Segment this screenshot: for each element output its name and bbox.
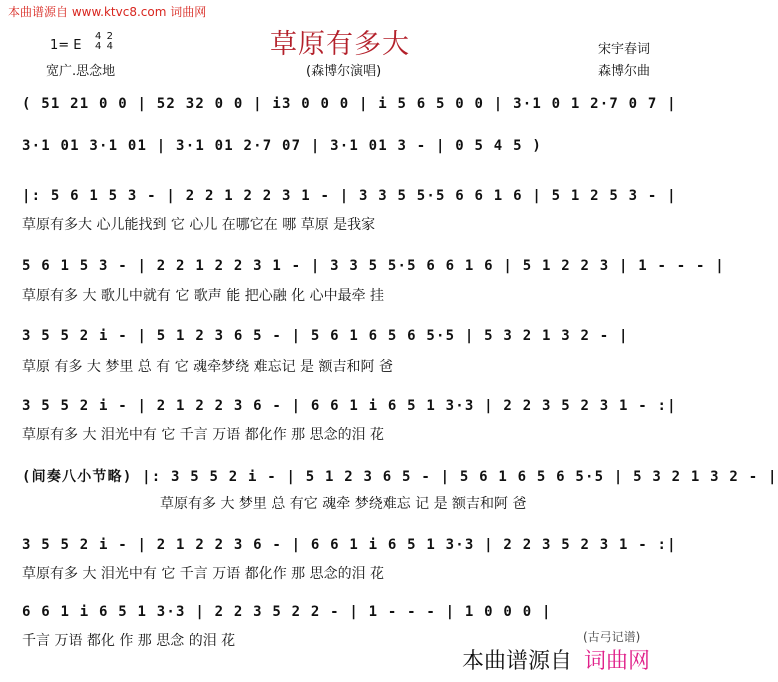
lyric-line-verse-3: 草原 有多 大 梦里 总 有 它 魂牵梦绕 难忘记 是 额吉和阿 爸 (22, 359, 393, 375)
lyric-line-verse-2: 草原有多 大 歌儿中就有 它 歌声 能 把心融 化 心中最牵 挂 (22, 288, 385, 304)
lyric-line-verse-4: 草原有多 大 泪光中有 它 千言 万语 都化作 那 思念的泪 花 (22, 427, 385, 443)
singer-credit: (森博尔演唱) (306, 64, 382, 79)
meter-b-numerator: 2 (106, 31, 113, 42)
score-line-verse-4: 3 5 5 2 i - | 2 1 2 2 3 6 - | 6 6 1 i 6 5 1 3·3 | 2 2 3 5 2 3 1 - :| (22, 398, 677, 414)
song-title: 草原有多大 (270, 29, 410, 60)
score-line-intro-2: 3·1 01 3·1 01 | 3·1 01 2·7 07 | 3·1 01 3 - | 0 5 4 5 ) (22, 138, 542, 154)
score-line-verse-5: 3 5 5 2 i - | 2 1 2 2 3 6 - | 6 6 1 i 6 5 1 3·3 | 2 2 3 5 2 3 1 - :| (22, 537, 677, 553)
footer-brand-site: 词曲网 (584, 649, 651, 674)
meter-b-denominator: 4 (106, 41, 113, 52)
meter-a-numerator: 4 (95, 31, 102, 42)
footer-brand-prefix: 本曲谱源自 (462, 649, 573, 674)
footer-brand (462, 644, 650, 675)
transcriber-credit: (古弓记谱) (583, 630, 641, 644)
key-signature: 1= E (50, 38, 82, 53)
score-line-intro-1: ( 51 21 0 0 | 52 32 0 0 | i3 0 0 0 | i 5 6 5 0 0 | 3·1 0 1 2·7 0 7 | (22, 96, 677, 112)
lyric-line-verse-1: 草原有多大 心儿能找到 它 心儿 在哪它在 哪 草原 是我家 (22, 217, 376, 233)
score-line-verse-1: |: 5 6 1 5 3 - | 2 2 1 2 2 3 1 - | 3 3 5 5·5 6 6 1 6 | 5 1 2 5 3 - | (22, 188, 677, 204)
lyric-line-verse-5: 草原有多 大 泪光中有 它 千言 万语 都化作 那 思念的泪 花 (22, 566, 385, 582)
tempo-mood: 宽广.思念地 (46, 64, 116, 79)
score-line-verse-2: 5 6 1 5 3 - | 2 2 1 2 2 3 1 - | 3 3 5 5·5 6 6 1 6 | 5 1 2 2 3 | 1 - - - | (22, 258, 725, 274)
lyric-line-coda: 千言 万语 都化 作 那 思念 的泪 花 (22, 633, 236, 649)
score-line-interlude: (间奏八小节略) |: 3 5 5 2 i - | 5 1 2 3 6 5 - | 5 6 1 6 5 6 5·5 | 5 3 2 1 3 2 - | (22, 469, 778, 485)
composer-credit: 森博尔曲 (598, 64, 651, 79)
lyricist-credit: 宋宇春词 (598, 42, 651, 57)
lyric-line-interlude: 草原有多 大 梦里 总 有它 魂牵 梦绕难忘 记 是 额吉和阿 爸 (160, 496, 527, 512)
time-signature (95, 32, 115, 52)
source-watermark: 本曲谱源自 www.ktvc8.com 词曲网 (8, 5, 207, 19)
score-line-verse-3: 3 5 5 2 i - | 5 1 2 3 6 5 - | 5 6 1 6 5 6 5·5 | 5 3 2 1 3 2 - | (22, 328, 629, 344)
meter-a-denominator: 4 (95, 41, 102, 52)
score-line-coda: 6 6 1 i 6 5 1 3·3 | 2 2 3 5 2 2 - | 1 - - - | 1 0 0 0 | (22, 604, 552, 620)
